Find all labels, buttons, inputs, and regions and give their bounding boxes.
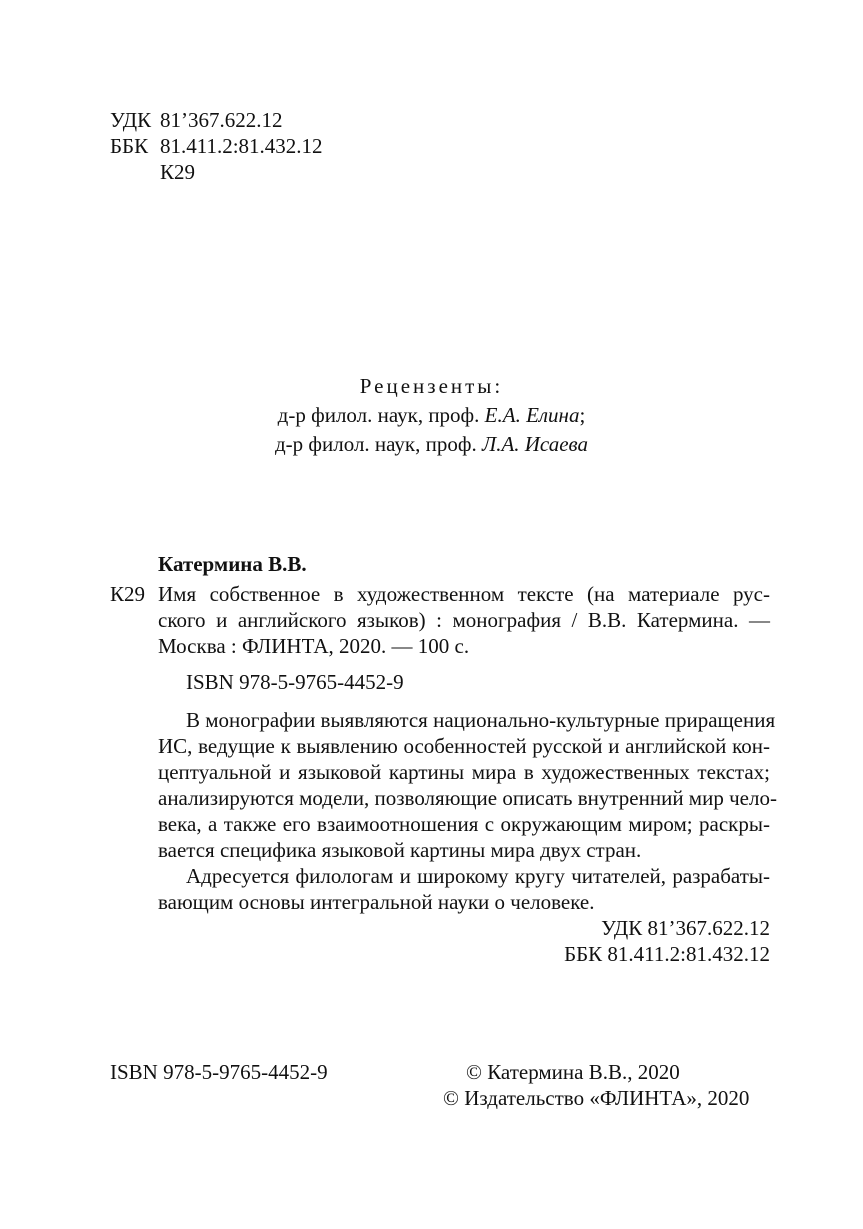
reviewer-2-name: Л.А. Исаева <box>481 432 589 456</box>
reviewers-title: Рецензенты: <box>359 374 504 398</box>
reviewer-1 <box>0 401 863 430</box>
reviewer-1-name: Е.А. Елина <box>484 403 580 427</box>
reviewers-block <box>0 372 863 459</box>
bbk-label: ББК <box>110 134 149 158</box>
udk-code-line <box>110 110 283 131</box>
annotation-udk: УДК 81’367.622.12 <box>601 916 770 940</box>
bbk-code-line <box>110 136 323 157</box>
annotation-line-5: века, а также его взаимоотношения с окружающим миром; раскры- <box>158 812 770 836</box>
reviewer-2-degree: д-р филол. наук, проф. <box>274 432 482 456</box>
annotation-bbk: ББК 81.411.2:81.432.12 <box>564 942 770 966</box>
author-mark: К29 <box>160 160 196 184</box>
annotation-line-6: вается специфика языковой картины мира двух стран. <box>158 838 642 862</box>
annotation-line-2: ИС, ведущие к выявлению особенностей русской и английской кон- <box>158 734 770 758</box>
copyright-publisher: © Издательство «ФЛИНТА», 2020 <box>443 1086 750 1110</box>
reviewer-2 <box>0 430 863 459</box>
bbk-value: 81.411.2:81.432.12 <box>160 134 323 158</box>
udk-label: УДК <box>110 108 152 132</box>
annotation-line-3: цептуальной и языковой картины мира в художественных текстах; <box>158 760 770 784</box>
reviewer-1-suffix: ; <box>579 403 586 427</box>
record-title-line-3: Москва : ФЛИНТА, 2020. — 100 с. <box>158 634 470 658</box>
record-title-line-2: ского и английского языков) : монография / В.В. Катермина. — <box>158 608 770 632</box>
udk-value: 81’367.622.12 <box>160 108 283 132</box>
record-title-line-1: Имя собственное в художественном тексте (на материале рус- <box>158 582 770 606</box>
record-mark: К29 <box>110 582 146 606</box>
record-isbn: ISBN 978-5-9765-4452-9 <box>186 670 404 694</box>
record-author: Катермина В.В. <box>158 552 307 576</box>
annotation-line-8: вающим основы интегральной науки о человеке. <box>158 890 595 914</box>
annotation-line-4: анализируются модели, позволяющие описать внутренний мир чело- <box>158 786 777 810</box>
annotation-line-7: Адресуется филологам и широкому кругу читателей, разрабаты- <box>186 864 770 888</box>
annotation-line-1: В монографии выявляются национально-культурные приращения <box>186 708 776 732</box>
reviewer-1-degree: д-р филол. наук, проф. <box>277 403 485 427</box>
footer-isbn: ISBN 978-5-9765-4452-9 <box>110 1060 328 1084</box>
copyright-author: © Катермина В.В., 2020 <box>466 1060 680 1084</box>
